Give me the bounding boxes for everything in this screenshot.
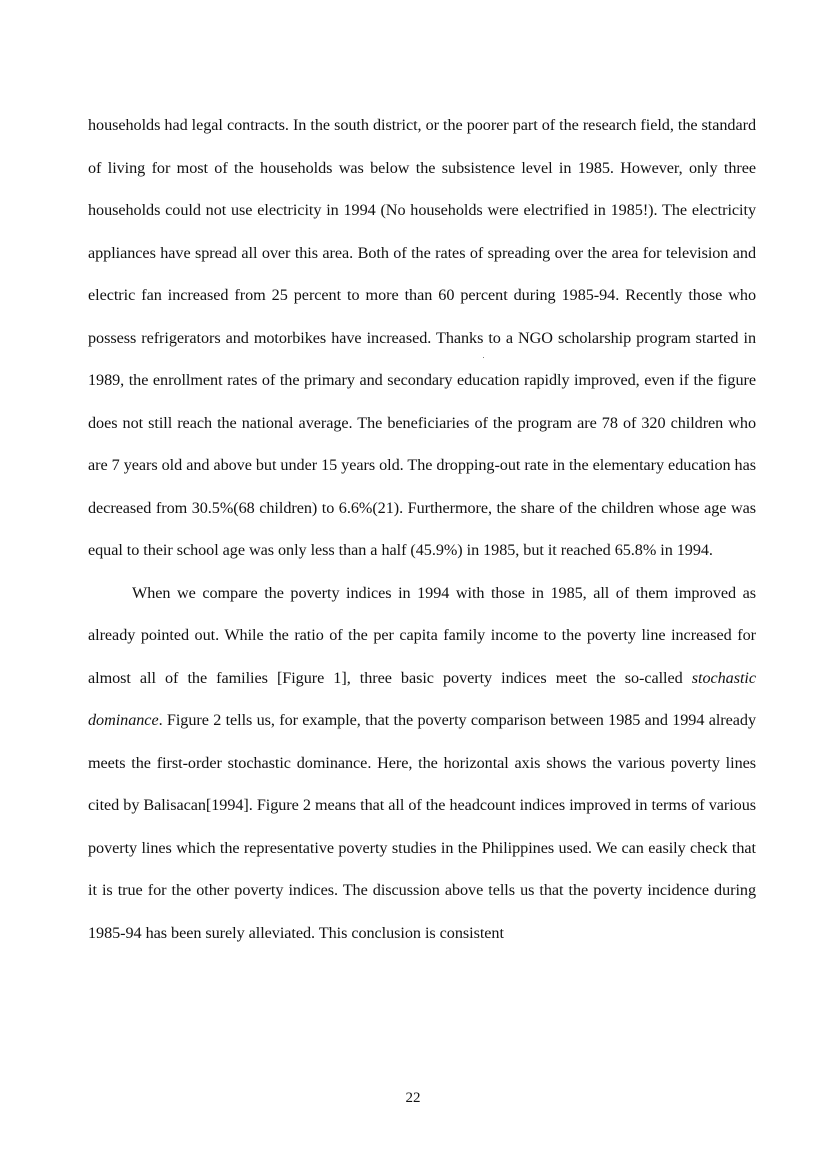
emphasized-term: stochastic dominance (88, 668, 756, 729)
scan-speck (483, 357, 484, 358)
paragraph-2 (88, 572, 756, 955)
paragraph-2-text-end: . Figure 2 tells us, for example, that the poverty comparison between 1985 and 1994 already meets the first-order stochastic dominance. Here, the horizontal axis shows the various poverty lines cited by Balisacan[1994]. Figure 2 means that all of the headcount indices improved in terms of various poverty lines which the representative poverty studies in the Philippines used. We can easily check that it is true for the other poverty indices. The discussion above tells us that the poverty incidence during 1985-94 has been surely alleviated. This conclusion is consistent (88, 711, 756, 942)
paragraph-1: households had legal contracts. In the south district, or the poorer part of the research field, the standard of living for most of the households was below the subsistence level in 1985. However, only three households could not use electricity in 1994 (No households were electrified in 1985!). The electricity appliances have spread all over this area. Both of the rates of spreading over the area for television and electric fan increased from 25 percent to more than 60 percent during 1985-94. Recently those who possess refrigerators and motorbikes have increased. Thanks to a NGO scholarship program started in 1989, the enrollment rates of the primary and secondary education rapidly improved, even if the figure does not still reach the national average. The beneficiaries of the program are 78 of 320 children who are 7 years old and above but under 15 years old. The dropping-out rate in the elementary education has decreased from 30.5%(68 children) to 6.6%(21). Furthermore, the share of the children whose age was equal to their school age was only less than a half (45.9%) in 1985, but it reached 65.8% in 1994. (88, 116, 756, 559)
body-text (88, 104, 756, 954)
paragraph-2-text-start: When we compare the poverty indices in 1994 with those in 1985, all of them improved as already pointed out. While the ratio of the per capita family income to the poverty line increased for almost all of the families [Figure 1], three basic poverty indices meet the so-called (88, 583, 756, 687)
page-number: 22 (405, 1090, 421, 1106)
